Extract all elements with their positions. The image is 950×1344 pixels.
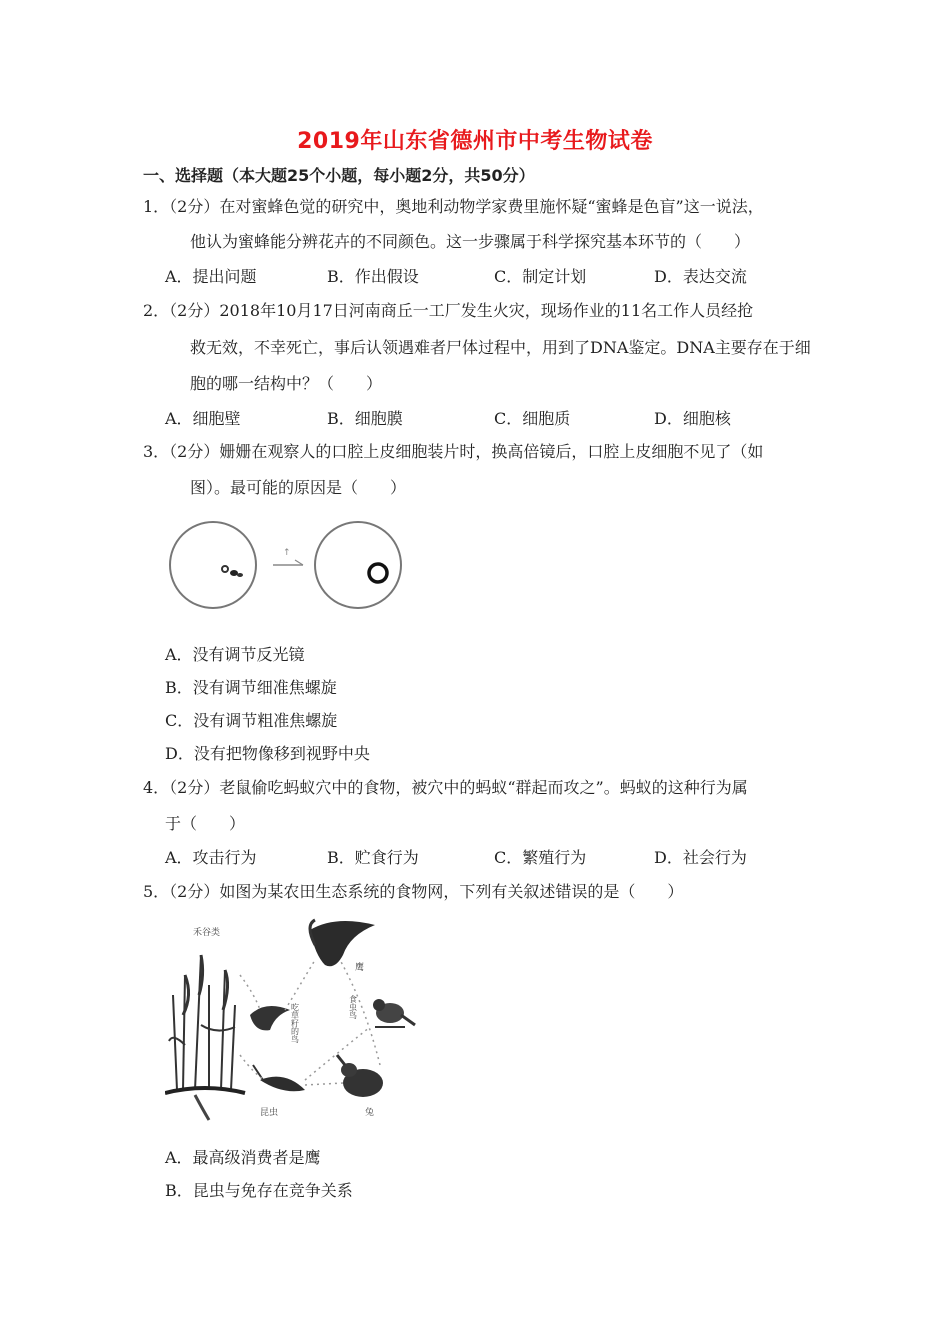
q5-option-a: A．最高级消费者是鹰 bbox=[165, 1148, 321, 1167]
q4-option-c: C．繁殖行为 bbox=[494, 848, 587, 867]
q1-line1: 1．（2分）在对蜜蜂色觉的研究中，奥地利动物学家费里施怀疑“蜜蜂是色盲”这一说法， bbox=[143, 197, 764, 216]
q3-option-d: D．没有把物像移到视野中央 bbox=[165, 744, 370, 763]
grain-plant-illustration bbox=[169, 955, 235, 1090]
exam-title: 2019年山东省德州市中考生物试卷 bbox=[297, 129, 653, 154]
q2-line1: 2．（2分）2018年10月17日河南商丘一工厂发生火灾，现场作业的11名工作人员经抢 bbox=[143, 301, 754, 320]
q4-option-a: A．攻击行为 bbox=[165, 848, 257, 867]
eagle-illustration bbox=[310, 920, 375, 966]
q1-option-d: D．表达交流 bbox=[654, 267, 747, 286]
q2-option-a: A．细胞壁 bbox=[165, 409, 241, 428]
label-eagle: 鹰 bbox=[355, 963, 365, 973]
q2-option-b: B．细胞膜 bbox=[327, 409, 403, 428]
q1-option-b: B．作出假设 bbox=[327, 267, 419, 286]
seed-bird-illustration bbox=[250, 1006, 290, 1030]
q5-line1: 5．（2分）如图为某农田生态系统的食物网，下列有关叙述错误的是（ ） bbox=[143, 882, 684, 901]
q2-option-d: D．细胞核 bbox=[654, 409, 731, 428]
section-heading: 一、选择题（本大题25个小题，每小题2分，共50分） bbox=[143, 166, 535, 185]
svg-text:↑: ↑ bbox=[283, 548, 291, 558]
q2-option-c: C．细胞质 bbox=[494, 409, 571, 428]
q1-line2: 他认为蜜蜂能分辨花卉的不同颜色。这一步骤属于科学探究基本环节的（ ） bbox=[190, 232, 751, 251]
q4-line1: 4．（2分）老鼠偷吃蚂蚁穴中的食物，被穴中的蚂蚁“群起而攻之”。蚂蚁的这种行为属 bbox=[143, 778, 748, 797]
microscope-view-figure bbox=[165, 515, 425, 615]
insect-bird-illustration bbox=[373, 999, 415, 1027]
q4-line2: 于（ ） bbox=[165, 814, 246, 833]
label-seed-bird: 吃草籽的鸟 bbox=[290, 1003, 300, 1043]
q4-option-d: D．社会行为 bbox=[654, 848, 747, 867]
q1-option-c: C．制定计划 bbox=[494, 267, 587, 286]
q3-option-b: B．没有调节细准焦螺旋 bbox=[165, 678, 337, 697]
q1-option-a: A．提出问题 bbox=[165, 267, 257, 286]
q3-line1: 3．（2分）姗姗在观察人的口腔上皮细胞装片时，换高倍镜后，口腔上皮细胞不见了（如 bbox=[143, 442, 764, 461]
food-web-figure bbox=[165, 915, 425, 1125]
q3-option-a: A．没有调节反光镜 bbox=[165, 645, 305, 664]
q2-line3: 胞的哪一结构中？（ ） bbox=[190, 374, 383, 393]
q4-option-b: B．贮食行为 bbox=[327, 848, 419, 867]
q5-option-b: B．昆虫与免存在竞争关系 bbox=[165, 1181, 353, 1200]
label-rabbit: 兔 bbox=[365, 1108, 375, 1118]
q3-line2: 图）。最可能的原因是（ ） bbox=[190, 478, 407, 497]
q3-option-c: C．没有调节粗准焦螺旋 bbox=[165, 711, 338, 730]
label-grain: 禾谷类 bbox=[193, 928, 221, 938]
label-insect: 昆虫 bbox=[260, 1108, 279, 1118]
label-insect-bird: 食虫鸟 bbox=[348, 995, 358, 1019]
q2-line2: 救无效，不幸死亡，事后认领遇难者尸体过程中，用到了DNA鉴定。DNA主要存在于细 bbox=[190, 338, 811, 357]
rabbit-illustration bbox=[337, 1055, 383, 1097]
